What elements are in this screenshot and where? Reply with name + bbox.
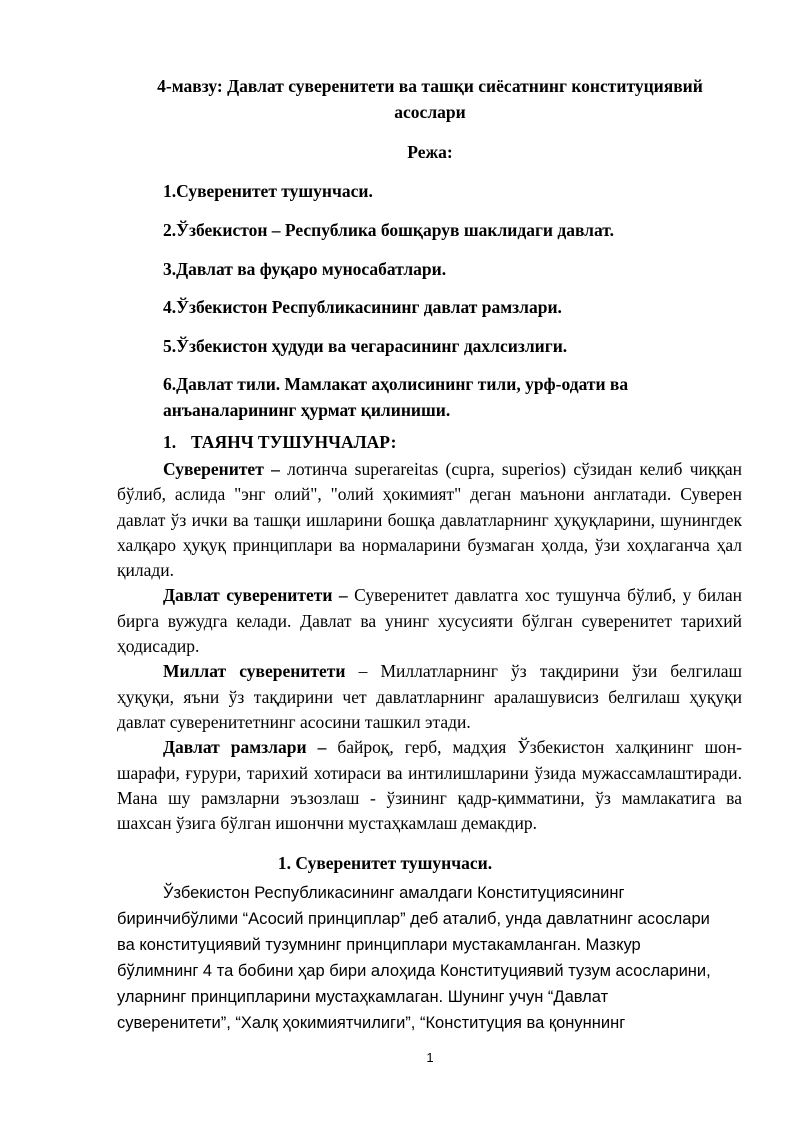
plan-item-3: 3.Давлат ва фуқаро муносабатлари. <box>163 259 447 279</box>
body-line: уларнинг принципларини мустаҳкамлаган. Шунинг учун “Давлат <box>117 988 609 1006</box>
section-title: ТАЯНЧ ТУШУНЧАЛАР: <box>191 432 397 452</box>
body-line: биринчибўлими “Асосий принциплар” деб аталиб, унда давлатнинг асослари <box>117 910 710 928</box>
definition-paragraph <box>117 735 742 836</box>
section-number: 1. <box>163 432 177 452</box>
definition-paragraph <box>117 583 742 659</box>
definition-term: Давлат рамзлари – <box>163 737 327 758</box>
section-heading <box>163 432 396 453</box>
definition-paragraph <box>117 457 742 583</box>
body-line: Ўзбекистон Республикасининг амалдаги Конституциясининг <box>163 884 625 902</box>
plan-item-2: 2.Ўзбекистон – Республика бошқарув шаклидаги давлат. <box>163 220 614 240</box>
plan-item-1: 1.Суверенитет тушунчаси. <box>163 181 373 201</box>
plan-item-4: 4.Ўзбекистон Республикасининг давлат рамзлари. <box>163 297 562 317</box>
page-number: 1 <box>426 1050 434 1065</box>
definition-text: – Миллатларнинг ўз тақдирини ўзи белгилаш ҳуқуқи, яъни ўз тақдирини чет давлатларнинг аралашувисиз белгилаш ҳуқуқи давлат суверенитетнинг асосини ташкил этади. <box>117 661 742 732</box>
document-title: 4-мавзу: Давлат суверенитети ва ташқи сиёсатнинг конституциявий асослари <box>157 76 703 122</box>
definition-term: Давлат суверенитети – <box>163 585 348 606</box>
body-line: суверенитети”, “Халқ ҳокимиятчилиги”, “Конституция ва қонуннинг <box>117 1014 626 1032</box>
subsection-heading: 1. Суверенитет тушунчаси. <box>277 853 493 873</box>
definition-term: Суверенитет – <box>163 459 280 479</box>
plan-heading: Режа: <box>407 142 453 162</box>
definition-text: байроқ, герб, мадҳия Ўзбекистон халқининг шон-шарафи, ғурури, тарихий хотираси ва интилишларини ўзида мужассамлаштиради. Мана шу рамзларни эъзозлаш - ўзининг қадр-қимматини, ўз мамлакатига ва шахсан ўзига бўлган ишончни мустаҳкамлаш демакдир. <box>117 737 742 834</box>
definition-text: лотинча superareitas (cupra, superios) сўзидан келиб чиққан бўлиб, аслида "энг олий", "олий ҳокимият" деган маънони англатади. Суверен давлат ўз ички ва ташқи ишларини бошқа давлатларнинг ҳуқуқларини, шунингдек халқаро ҳуқуқ принциплари ва нормаларини бузмаган ҳолда, ўзи хоҳлаганча ҳал қилади. <box>117 459 742 581</box>
definition-text: Суверенитет давлатга хос тушунча бўлиб, у билан бирга вужудга келади. Давлат ва унинг хусусияти бўлган суверенитет тарихий ҳодисадир. <box>117 585 742 657</box>
definition-paragraph <box>117 659 742 735</box>
body-line: бўлимнинг 4 та бобини ҳар бири алоҳида Конституциявий тузум асосларини, <box>117 962 711 980</box>
plan-item-6: 6.Давлат тили. Мамлакат аҳолисининг тили, урф-одати ва анъаналарининг ҳурмат қилиниши. <box>163 374 629 420</box>
definition-term: Миллат суверенитети <box>163 661 346 682</box>
body-text <box>117 880 747 1036</box>
definitions-block <box>117 457 742 836</box>
body-line: ва конституциявий тузумнинг принциплари мустакамланган. Мазкур <box>117 936 641 954</box>
plan-item-5: 5.Ўзбекистон ҳудуди ва чегарасининг дахлсизлиги. <box>163 336 568 356</box>
